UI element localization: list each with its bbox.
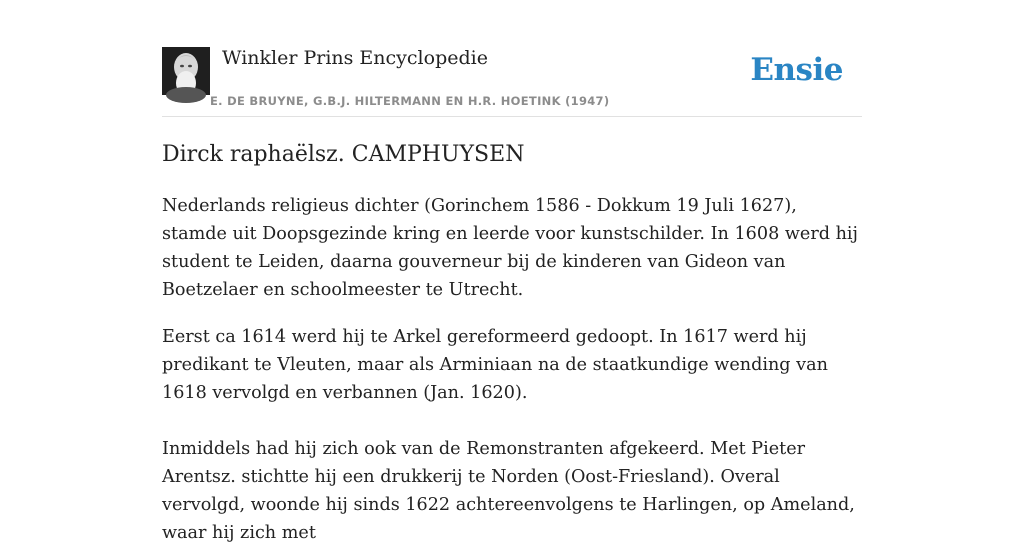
article-paragraph: Eerst ca 1614 werd hij te Arkel gereformeerd gedoopt. In 1617 werd hij predikant te Vleuten, maar als Arminiaan na de staatkundige wending van 1618 vervolgd en verbannen (Jan. 1620). (162, 327, 828, 403)
source-header (162, 46, 862, 117)
article-paragraph: Inmiddels had hij zich ook van de Remonstranten afgekeerd. Met Pieter Arentsz. stichtte hij een drukkerij te Norden (Oost-Friesland). Overal vervolgd, woonde hij sinds 1622 achtereenvolgens te Harlingen, op Ameland, waar hij zich met (162, 439, 855, 543)
article (162, 140, 862, 547)
source-authors: E. DE BRUYNE, G.B.J. HILTERMANN EN H.R. HOETINK (1947) (210, 94, 610, 108)
source-title[interactable]: Winkler Prins Encyclopedie (222, 47, 488, 69)
article-paragraph: Nederlands religieus dichter (Gorinchem 1586 - Dokkum 19 Juli 1627), stamde uit Doopsgezinde kring en leerde voor kunstschilder. In 1608 werd hij student te Leiden, daarna gouverneur bij de kinderen van Gideon van Boetzelaer en schoolmeester te Utrecht. (162, 196, 859, 300)
author-avatar[interactable] (162, 47, 210, 95)
brand-logo[interactable]: Ensie (750, 52, 843, 88)
article-title: Dirck raphaëlsz. CAMPHUYSEN (162, 142, 525, 167)
author-portrait-icon (162, 47, 210, 95)
